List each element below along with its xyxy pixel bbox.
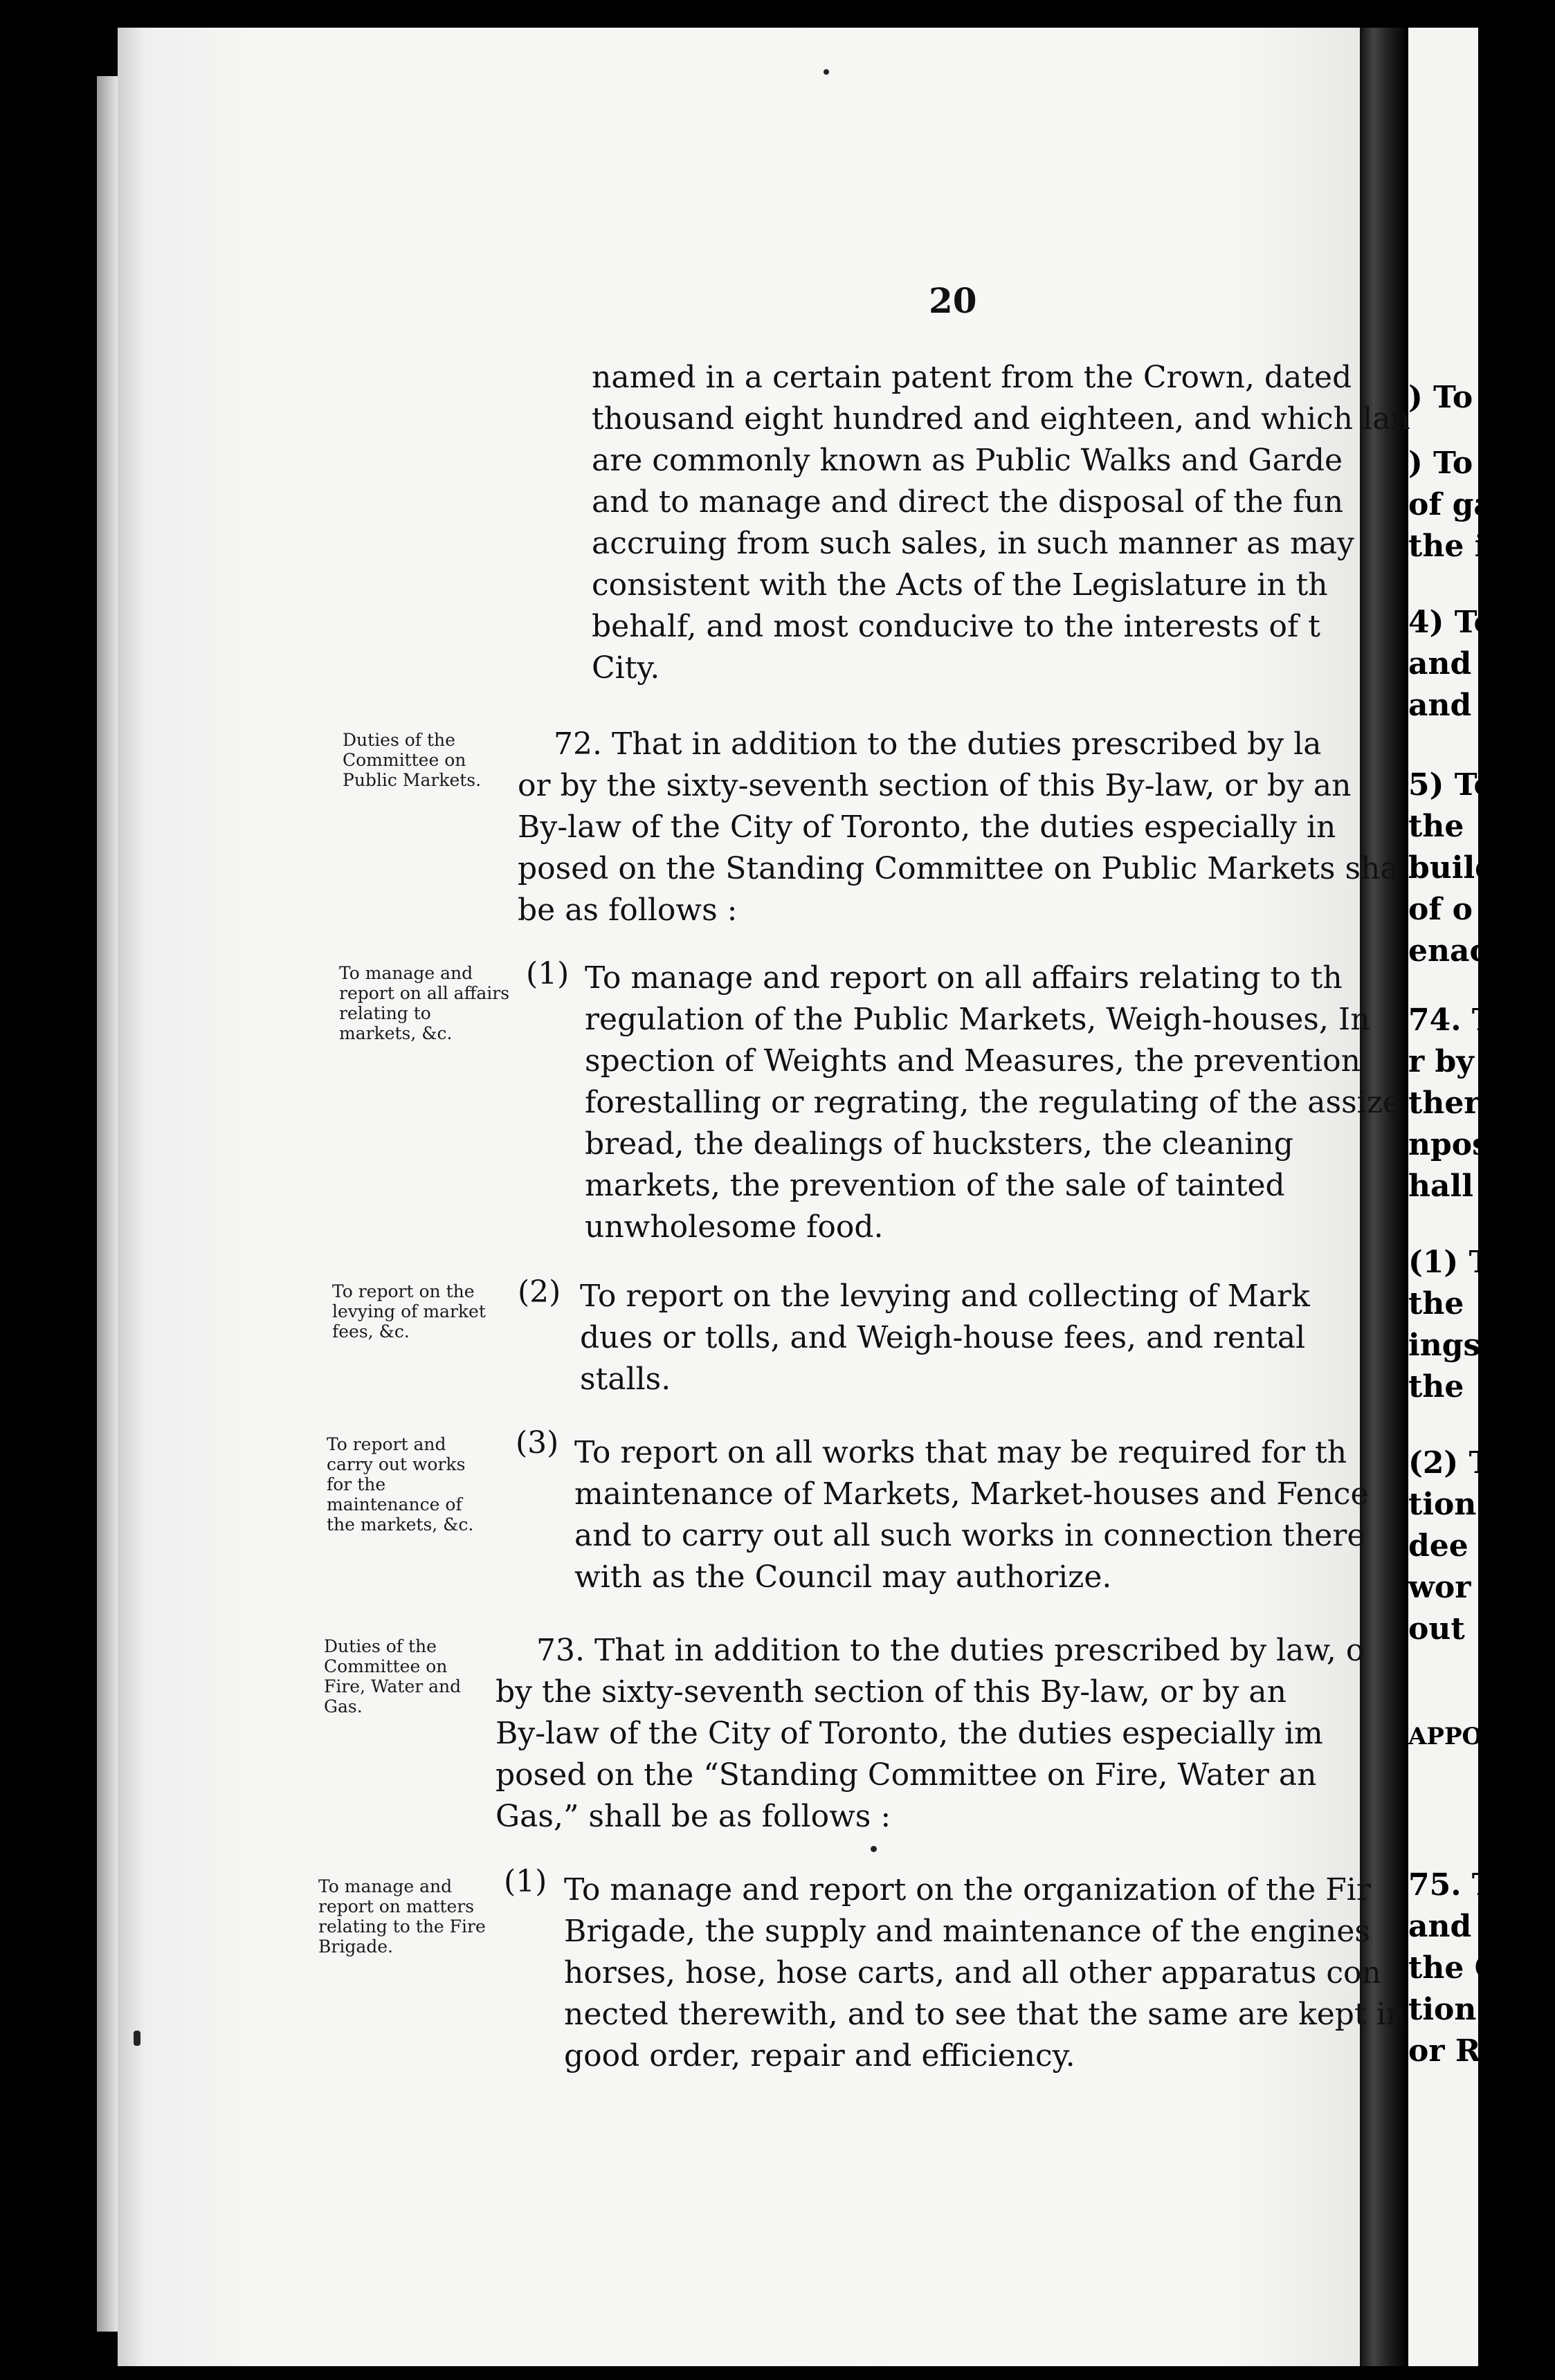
text-line: accruing from such sales, in such manner as may: [592, 526, 1354, 561]
text-line: and to manage and direct the disposal of the fun: [592, 484, 1344, 520]
right-page-fragment: 75. T: [1408, 1867, 1495, 1903]
scan-speck: [134, 2031, 140, 2046]
right-page-fragment: ) To rep: [1408, 446, 1540, 481]
page-edge-shadow: [97, 76, 118, 2332]
text-line: consistent with the Acts of the Legislature in th: [592, 567, 1328, 603]
text-line: be as follows :: [518, 892, 738, 928]
right-page-fragment: and Ass: [1408, 1909, 1540, 1944]
margin-note: To manage and report on all affairs relating to markets, &c.: [339, 963, 510, 1043]
text-line: spection of Weights and Measures, the prevention: [585, 1043, 1361, 1079]
text-line: posed on the Standing Committee on Public Markets sha: [518, 851, 1399, 886]
right-page-fragment: of o: [1408, 892, 1473, 927]
right-page-fragment: enact: [1408, 933, 1502, 969]
right-page-fragment: wor: [1408, 1570, 1471, 1605]
text-line: bread, the dealings of hucksters, the cleaning: [585, 1126, 1293, 1162]
text-line: good order, repair and efficiency.: [564, 2038, 1075, 2074]
right-page-fragment: out: [1408, 1611, 1465, 1647]
right-page-fragment: and t: [1408, 646, 1496, 681]
text-line: stalls.: [580, 1362, 671, 1397]
right-page-fragment: or Reso: [1408, 2033, 1538, 2069]
right-page-fragment: (2) To: [1408, 1445, 1509, 1481]
text-line: Brigade, the supply and maintenance of the engines: [564, 1914, 1370, 1949]
text-line: behalf, and most conducive to the interests of t: [592, 609, 1320, 644]
right-page-fragment: the Cha: [1408, 1950, 1541, 1986]
text-line: To manage and report on the organization of the Fir: [564, 1872, 1371, 1907]
right-page-fragment: 74. Th: [1408, 1003, 1517, 1038]
right-page-fragment: ther By-: [1408, 1086, 1547, 1121]
page-number: 20: [929, 280, 977, 321]
text-line: by the sixty-seventh section of this By-law, or by an: [495, 1674, 1286, 1710]
margin-note: To report on the levying of market fees, &c.: [332, 1281, 486, 1342]
text-line: or by the sixty-seventh section of this By-law, or by an: [518, 768, 1352, 803]
right-page-fragment: dee: [1408, 1528, 1468, 1564]
text-line: To manage and report on all affairs relating to th: [585, 960, 1343, 996]
right-page-fragment: hall be a: [1408, 1169, 1555, 1204]
right-page-fragment: tion: [1408, 1487, 1477, 1522]
right-page-fragment: APPO: [1408, 1723, 1483, 1750]
right-page-fragment: tion to: [1408, 1992, 1522, 2027]
text-line: maintenance of Markets, Market-houses and Fence: [574, 1476, 1369, 1512]
text-line: thousand eight hundred and eighteen, and which lan: [592, 401, 1410, 437]
right-page-fragment: build: [1408, 850, 1496, 886]
right-page-fragment: r by the: [1408, 1044, 1540, 1079]
item-marker: (1): [526, 956, 570, 991]
text-line: are commonly known as Public Walks and Garde: [592, 443, 1343, 478]
text-line: forestalling or regrating, the regulating of the assize: [585, 1085, 1401, 1120]
right-page-fragment: the: [1408, 1369, 1464, 1404]
text-line: unwholesome food.: [585, 1209, 884, 1245]
text-line: 72. That in addition to the duties prescribed by la: [554, 726, 1322, 762]
margin-note: Duties of the Committee on Public Markets.: [343, 730, 482, 790]
text-line: with as the Council may authorize.: [574, 1559, 1112, 1595]
right-page-fragment: ings: [1408, 1328, 1481, 1363]
text-line: regulation of the Public Markets, Weigh-houses, In: [585, 1002, 1370, 1037]
text-line: named in a certain patent from the Crown, dated: [592, 360, 1352, 395]
text-line: By-law of the City of Toronto, the duties especially in: [518, 809, 1336, 845]
text-line: By-law of the City of Toronto, the duties especially im: [495, 1716, 1323, 1751]
text-line: posed on the “Standing Committee on Fire, Water an: [495, 1757, 1317, 1793]
scan-speck: [871, 1846, 877, 1852]
text-line: City.: [592, 650, 660, 686]
text-line: dues or tolls, and Weigh-house fees, and rental: [580, 1320, 1306, 1355]
right-page: [1408, 28, 1555, 2366]
text-line: To report on the levying and collecting of Mark: [580, 1279, 1310, 1314]
text-line: 73. That in addition to the duties prescribed by law, o: [536, 1633, 1365, 1668]
margin-note: To manage and report on matters relating to the Fire Brigade.: [318, 1876, 486, 1957]
right-page-fragment: and f: [1408, 688, 1495, 723]
scan-speck: [824, 69, 829, 75]
right-page-fragment: 4) To en: [1408, 605, 1547, 640]
text-line: markets, the prevention of the sale of tainted: [585, 1168, 1285, 1203]
text-line: Gas,” shall be as follows :: [495, 1799, 891, 1834]
margin-note: Duties of the Committee on Fire, Water and Gas.: [324, 1636, 462, 1717]
text-line: horses, hose, hose carts, and all other apparatus con: [564, 1955, 1381, 1990]
right-page-fragment: the: [1408, 809, 1464, 844]
right-page-fragment: the in: [1408, 529, 1509, 564]
right-page-fragment: ) To ap: [1408, 380, 1525, 415]
right-page-fragment: (1) To r: [1408, 1245, 1536, 1280]
right-page-fragment: nposed: [1408, 1127, 1530, 1162]
text-line: and to carry out all such works in connection there: [574, 1518, 1365, 1553]
text-line: nected therewith, and to see that the same are kept in: [564, 1997, 1406, 2032]
right-page-fragment: 5) To co: [1408, 767, 1544, 803]
item-marker: (2): [518, 1274, 561, 1310]
item-marker: (1): [504, 1864, 547, 1899]
text-line: To report on all works that may be required for th: [574, 1435, 1347, 1470]
margin-note: To report and carry out works for the maintenance of the markets, &c.: [327, 1434, 474, 1535]
item-marker: (3): [516, 1425, 559, 1461]
right-page-fragment: the: [1408, 1286, 1464, 1321]
right-page-fragment: of gas: [1408, 487, 1511, 522]
